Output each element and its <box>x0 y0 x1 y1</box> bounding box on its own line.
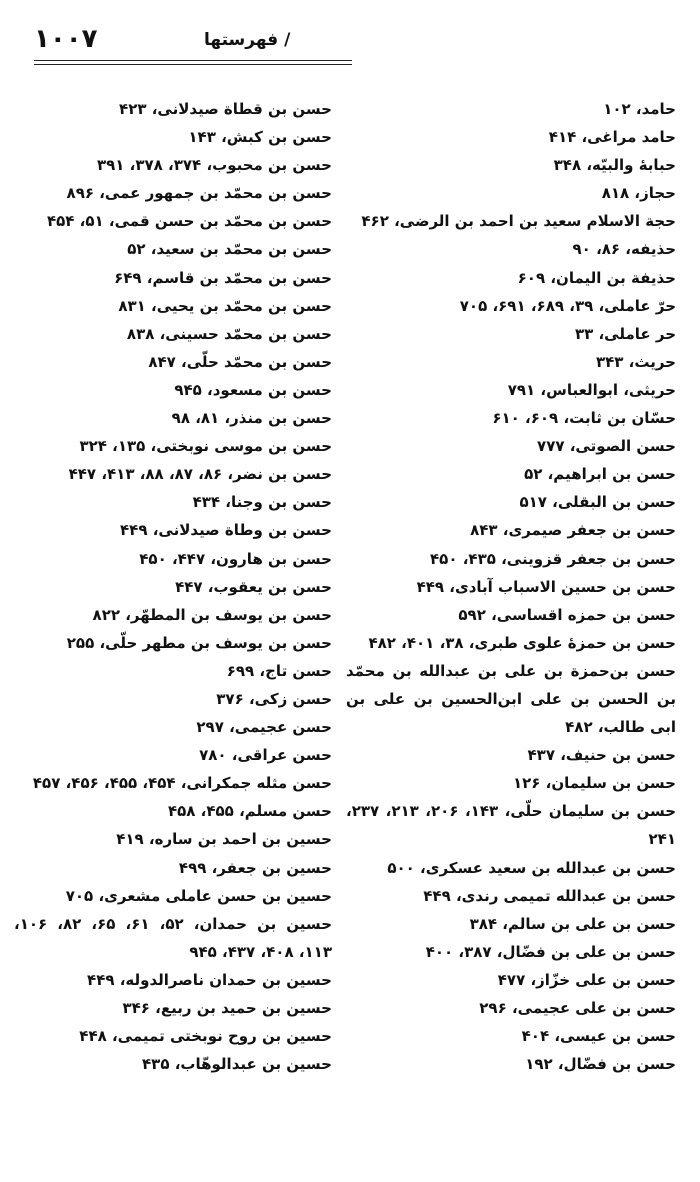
index-entry: حسن بن سلیمان حلّی، ۱۴۳، ۲۰۶، ۲۱۳، ۲۳۷، ۲۴۱ <box>346 802 676 849</box>
index-entry: حسن بن علی خزّاز، ۴۷۷ <box>497 970 676 989</box>
index-entry: حسن بن محمّد بن قاسم، ۶۴۹ <box>114 268 332 287</box>
index-entry: حسّان بن ثابت، ۶۰۹، ۶۱۰ <box>492 409 676 428</box>
index-entry: حذیفه، ۸۶، ۹۰ <box>572 240 676 259</box>
index-entry: حسین بن روح نوبختی تمیمی، ۴۴۸ <box>79 1027 332 1046</box>
index-entry: حسین بن احمد بن ساره، ۴۱۹ <box>116 830 332 849</box>
index-entry: حسن بن جعفر صیمری، ۸۴۳ <box>470 521 676 540</box>
index-entry: حسن بن عبدالله تمیمی رندی، ۴۴۹ <box>423 886 676 905</box>
index-entry: حسن بن وجنا، ۴۳۴ <box>192 493 332 512</box>
index-entry: حسن بن محمّد بن جمهور عمی، ۸۹۶ <box>66 184 332 203</box>
index-entry: حسین بن حمید بن ربیع، ۳۴۶ <box>122 999 332 1017</box>
index-entry: حسن بن محمّد بن سعید، ۵۲ <box>127 240 332 259</box>
index-entry: حسین بن حمدان ناصرالدوله، ۴۴۹ <box>87 970 332 989</box>
index-entry: حسن بن علی عجیمی، ۲۹۶ <box>479 999 676 1017</box>
index-entry: حامد، ۱۰۲ <box>603 100 676 118</box>
index-entry: حسن بن موسی نوبختی، ۱۳۵، ۳۲۴ <box>79 437 332 456</box>
index-entry: حسن بن عیسی، ۴۰۴ <box>521 1027 676 1046</box>
index-entry: حسن الصوتی، ۷۷۷ <box>537 437 676 456</box>
index-entry: حسن بن علی بن سالم، ۳۸۴ <box>469 914 676 933</box>
header-rule-bottom <box>34 64 352 65</box>
index-entry: حریث، ۳۴۳ <box>595 352 676 371</box>
index-entry: حسن بن جعفر قزوینی، ۴۳۵، ۴۵۰ <box>430 549 676 568</box>
index-entry: حجة الاسلام سعید بن احمد بن الرضی، ۴۶۲ <box>361 212 676 231</box>
index-entry: حسن بن حمزه اقساسی، ۵۹۲ <box>458 605 676 624</box>
index-entry: حسن بن ابراهیم، ۵۲ <box>524 465 676 484</box>
index-entry: حسن بن محمّد بن یحیی، ۸۳۱ <box>118 296 332 315</box>
index-entry: حسن بن حمزهٔ علوی طبری، ۳۸، ۴۰۱، ۴۸۲ <box>368 633 676 652</box>
index-entry: حرّ عاملی، ۳۹، ۶۸۹، ۶۹۱، ۷۰۵ <box>459 296 676 315</box>
index-entry: حسین بن حمدان، ۵۲، ۶۱، ۶۵، ۸۲، ۱۰۶، ۱۱۳، ۴۰۸، ۴۳۷، ۹۴۵ <box>14 914 332 961</box>
index-entry: حسن بن نضر، ۸۶، ۸۷، ۸۸، ۴۱۳، ۴۴۷ <box>68 465 332 484</box>
index-entry: حسن بن علی بن فضّال، ۳۸۷، ۴۰۰ <box>425 942 676 961</box>
index-column-left <box>14 95 332 1078</box>
index-entry: حسن بن یوسف بن مطهر حلّی، ۲۵۵ <box>66 633 332 652</box>
index-entry: حسن بن محمّد حسینی، ۸۳۸ <box>126 324 332 343</box>
index-entry: حسن عراقی، ۷۸۰ <box>199 746 332 765</box>
index-entry: حسن بن عبدالله بن سعید عسکری، ۵۰۰ <box>387 858 676 877</box>
index-entry: حسن بن یعقوب، ۴۴۷ <box>175 577 332 596</box>
index-entry: حسن بن البقلی، ۵۱۷ <box>519 493 676 512</box>
index-entry: حریثی، ابوالعباس، ۷۹۱ <box>507 380 676 399</box>
index-entry: حسن مسلم، ۴۵۵، ۴۵۸ <box>167 802 332 821</box>
index-entry: حسن بن سلیمان، ۱۲۶ <box>512 774 676 793</box>
index-entry: حسن بن حنیف، ۴۳۷ <box>527 746 676 765</box>
index-entry: حسن بن فضّال، ۱۹۲ <box>525 1055 676 1074</box>
index-entry: حسن بن حسین الاسباب آبادی، ۴۴۹ <box>416 577 676 596</box>
index-entry: حسین بن جعفر، ۴۹۹ <box>178 858 332 877</box>
index-entry: حامد مراغی، ۴۱۴ <box>548 128 676 147</box>
index-entry: حسن بن‌حمزة بن علی بن عبدالله بن محمّد بن الحسن بن علی ابن‌الحسین بن علی بن ابی طالب، ۴۸۲ <box>346 661 676 737</box>
index-entry: حسن بن یوسف بن المطهّر، ۸۲۲ <box>92 605 332 624</box>
running-title: / فهرستها <box>204 30 291 50</box>
index-entry: حر عاملی، ۳۳ <box>574 324 676 343</box>
index-entry: حسین بن حسن عاملی مشعری، ۷۰۵ <box>65 886 332 905</box>
index-entry: حسن عجیمی، ۲۹۷ <box>196 718 332 737</box>
index-column-right <box>346 95 676 1078</box>
index-entry: حسن بن منذر، ۸۱، ۹۸ <box>171 409 332 428</box>
header-rule-top <box>34 60 352 61</box>
index-entry: حجاز، ۸۱۸ <box>601 184 676 203</box>
index-entry: حسن بن هارون، ۴۴۷، ۴۵۰ <box>139 549 332 568</box>
index-entry: حسن بن محمّد حلّی، ۸۴۷ <box>148 352 332 371</box>
index-entry: حسن بن مسعود، ۹۴۵ <box>174 380 332 399</box>
index-entry: حسن زکی، ۳۷۶ <box>216 689 332 708</box>
index-entry: حسن بن وطاة صیدلانی، ۴۴۹ <box>120 521 332 540</box>
index-entry: حسن بن قطاة صیدلانی، ۴۲۳ <box>119 100 332 118</box>
index-entry: حبابهٔ والبیّه، ۳۴۸ <box>553 156 676 175</box>
page-header <box>34 24 352 60</box>
index-entry: حسن بن محمّد بن حسن قمی، ۵۱، ۴۵۴ <box>46 212 332 231</box>
index-entry: حسن تاج، ۶۹۹ <box>226 661 332 680</box>
index-entry: حسین بن عبدالوهّاب، ۴۳۵ <box>142 1055 332 1074</box>
index-entry: حسن بن کبش، ۱۴۳ <box>188 128 332 147</box>
index-entry: حذیفة بن الیمان، ۶۰۹ <box>517 268 676 287</box>
index-entry: حسن مثله جمکرانی، ۴۵۴، ۴۵۵، ۴۵۶، ۴۵۷ <box>32 774 332 793</box>
index-entry: حسن بن محبوب، ۳۷۴، ۳۷۸، ۳۹۱ <box>96 156 332 175</box>
page-number: ۱۰۰۷ <box>34 24 98 54</box>
